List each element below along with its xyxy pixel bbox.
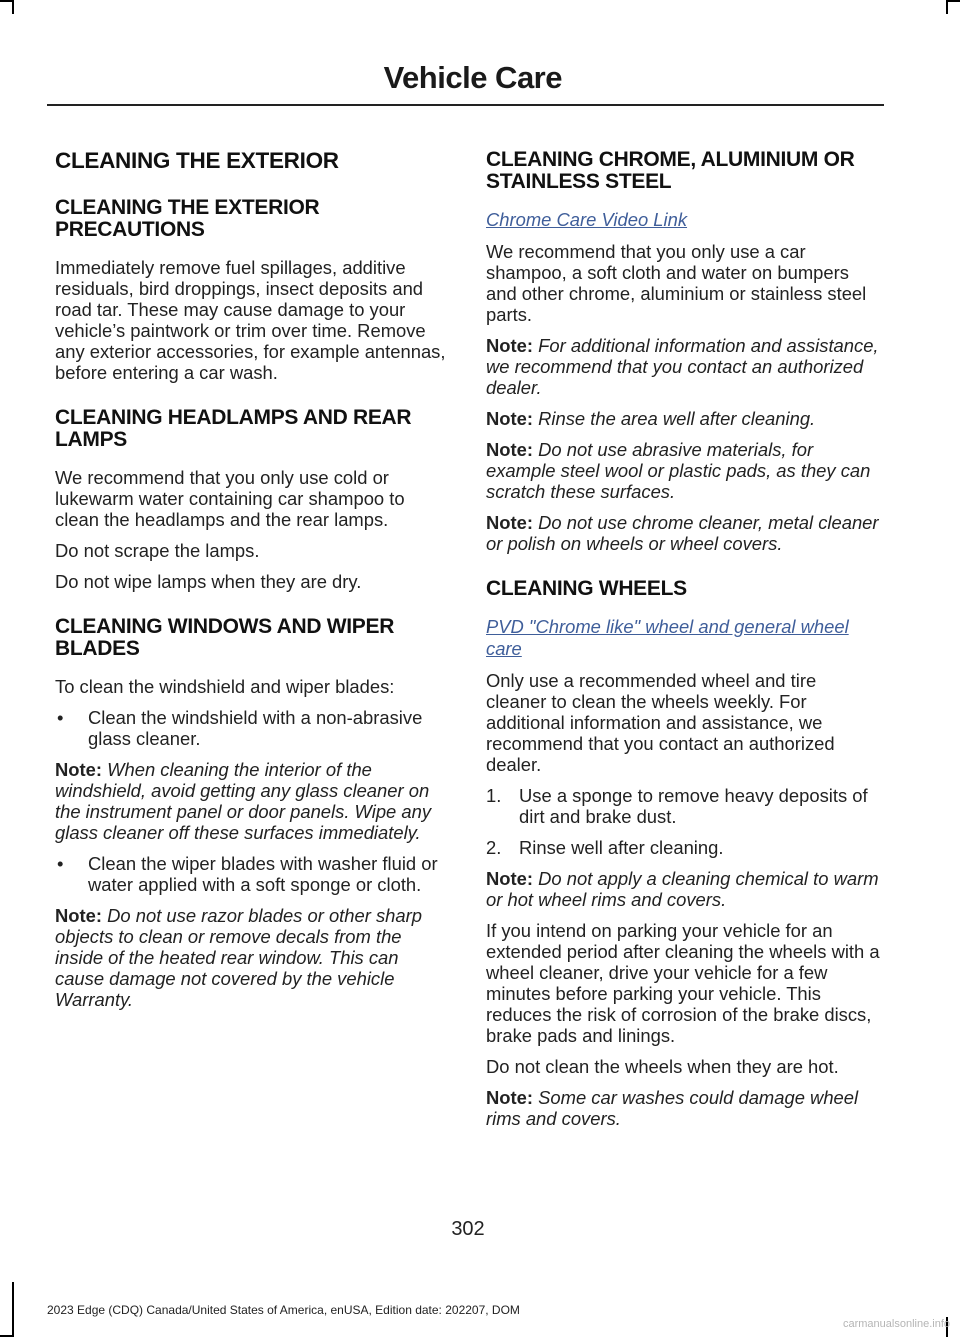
left-column [55, 145, 449, 1020]
heading-chrome: CLEANING CHROME, ALUMINIUM OR STAINLESS STEEL [486, 148, 855, 193]
note-label: Note: [486, 1087, 533, 1108]
heading-exterior-precautions: CLEANING THE EXTERIOR PRECAUTIONS [55, 196, 320, 241]
note-label: Note: [486, 335, 533, 356]
list-item [486, 837, 880, 858]
note-razor [55, 905, 449, 1010]
note-rinse [486, 408, 880, 429]
paragraph-headlamps-3: Do not wipe lamps when they are dry. [55, 571, 362, 592]
note-abrasive [486, 439, 880, 502]
note-label: Note: [486, 439, 533, 460]
edition-footer: 2023 Edge (CDQ) Canada/United States of America, enUSA, Edition date: 202207, DOM [47, 1303, 520, 1317]
step-text-rinse: Rinse well after cleaning. [519, 837, 724, 858]
list-item [486, 785, 880, 827]
heading-windows-wipers: CLEANING WINDOWS AND WIPER BLADES [55, 615, 395, 660]
note-text: When cleaning the interior of the windshield, avoid getting any glass cleaner on the instrument panel or door panels. Wipe any glass cleaner off these surfaces immediately. [55, 759, 432, 843]
note-text: Do not use chrome cleaner, metal cleaner or polish on wheels or wheel covers. [486, 512, 879, 554]
step-number: 2. [486, 837, 502, 858]
note-label: Note: [486, 868, 533, 889]
note-dealer [486, 335, 880, 398]
note-car-washes [486, 1087, 880, 1129]
paragraph-chrome: We recommend that you only use a car shampoo, a soft cloth and water on bumpers and other chrome, aluminium or stainless steel parts. [486, 241, 867, 325]
list-item [55, 707, 449, 749]
paragraph-headlamps-1: We recommend that you only use cold or lukewarm water containing car shampoo to clean the headlamps and the rear lamps. [55, 467, 405, 530]
crop-mark-top-left-v [12, 0, 14, 14]
paragraph-wheels-1: Only use a recommended wheel and tire cleaner to clean the wheels weekly. For additional information and assistance, we recommend that you contact an authorized dealer. [486, 670, 835, 775]
chrome-video-link[interactable]: Chrome Care Video Link [486, 209, 688, 230]
note-text: Rinse the area well after cleaning. [538, 408, 816, 429]
paragraph-windows: To clean the windshield and wiper blades: [55, 676, 395, 697]
header-divider [47, 104, 884, 106]
note-label: Note: [486, 408, 533, 429]
bullet-text-wipers: Clean the wiper blades with washer fluid or water applied with a soft sponge or cloth. [88, 853, 438, 895]
note-hot-rims [486, 868, 880, 910]
bullet-mark: • [57, 707, 64, 728]
crop-mark-top-right [946, 0, 960, 2]
page-number: 302 [451, 1218, 485, 1240]
bullet-mark: • [57, 853, 64, 874]
note-text: Some car washes could damage wheel rims and covers. [486, 1087, 859, 1129]
bullet-text-windshield: Clean the windshield with a non-abrasive glass cleaner. [88, 707, 423, 749]
watermark: carmanualsonline.info [842, 1318, 950, 1330]
note-label: Note: [55, 759, 102, 780]
page-section-title: Vehicle Care [383, 60, 562, 95]
note-windshield [55, 759, 449, 843]
heading-headlamps: CLEANING HEADLAMPS AND REAR LAMPS [55, 406, 412, 451]
paragraph-precautions: Immediately remove fuel spillages, additive residuals, bird droppings, insect deposits and road tar. These may cause damage to your vehicle’s paintwork or trim over time. Remove any exterior accessories, for example antennas, before entering a car wash. [55, 257, 446, 383]
heading-cleaning-exterior: CLEANING THE EXTERIOR [55, 148, 339, 173]
list-item [55, 853, 449, 895]
step-text-sponge: Use a sponge to remove heavy deposits of dirt and brake dust. [519, 785, 868, 827]
crop-mark-top-right-v [946, 0, 948, 14]
note-chrome-cleaner [486, 512, 880, 554]
crop-mark-bottom-left-v [12, 1282, 14, 1337]
note-text: Do not apply a cleaning chemical to warm or hot wheel rims and covers. [486, 868, 879, 910]
note-text: For additional information and assistance, we recommend that you contact an authorized dealer. [486, 335, 879, 398]
note-text: Do not use razor blades or other sharp objects to clean or remove decals from the inside of the heated rear window. This can cause damage not covered by the vehicle Warranty. [55, 905, 422, 1010]
paragraph-wheels-2: If you intend on parking your vehicle for an extended period after cleaning the wheels with a wheel cleaner, drive your vehicle for a few minutes before parking your vehicle. This reduces the risk of corrosion of the brake discs, brake pads and linings. [486, 920, 880, 1046]
wheel-care-link[interactable]: PVD "Chrome like" wheel and general wheel care [486, 616, 849, 659]
paragraph-wheels-3: Do not clean the wheels when they are hot. [486, 1056, 839, 1077]
note-label: Note: [55, 905, 102, 926]
note-text: Do not use abrasive materials, for example steel wool or plastic pads, as they can scratch these surfaces. [486, 439, 871, 502]
note-label: Note: [486, 512, 533, 533]
right-column [486, 145, 880, 1139]
paragraph-headlamps-2: Do not scrape the lamps. [55, 540, 260, 561]
heading-cleaning-wheels: CLEANING WHEELS [486, 577, 687, 600]
step-number: 1. [486, 785, 502, 806]
